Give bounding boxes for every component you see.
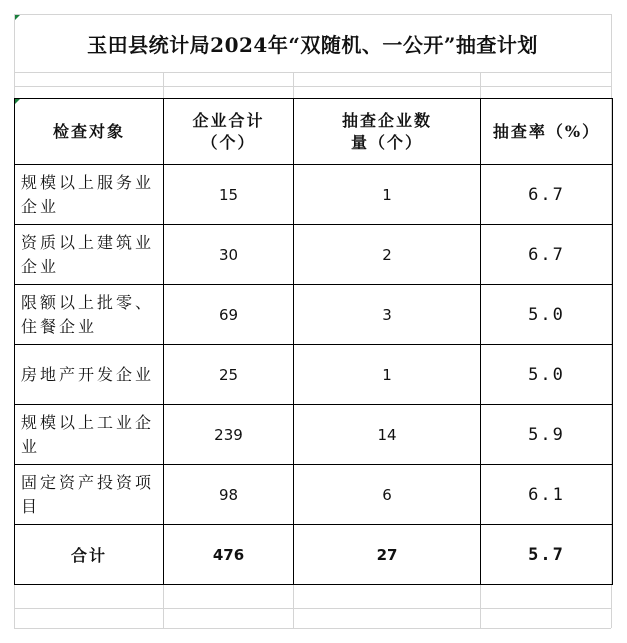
cell-total[interactable]: 98 xyxy=(164,465,294,525)
summary-rate[interactable]: 5.7 xyxy=(481,525,613,585)
gridline xyxy=(14,86,611,87)
table-row xyxy=(15,285,613,345)
cell-object[interactable]: 资质以上建筑业企业 xyxy=(15,225,164,285)
cell-sampled[interactable]: 14 xyxy=(294,405,481,465)
cell-total[interactable]: 239 xyxy=(164,405,294,465)
header-row xyxy=(15,99,613,165)
cell-object[interactable]: 限额以上批零、住餐企业 xyxy=(15,285,164,345)
cell-rate[interactable]: 6.7 xyxy=(481,165,613,225)
inspection-plan-table xyxy=(14,98,613,585)
cell-object[interactable]: 规模以上工业企业 xyxy=(15,405,164,465)
gridline xyxy=(480,584,481,628)
cell-object[interactable]: 固定资产投资项目 xyxy=(15,465,164,525)
cell-rate[interactable]: 5.0 xyxy=(481,285,613,345)
header-object[interactable]: 检查对象 xyxy=(15,99,164,165)
summary-label[interactable]: 合计 xyxy=(15,525,164,585)
table-row xyxy=(15,405,613,465)
sheet-title[interactable]: 玉田县统计局2024年“双随机、一公开”抽查计划 xyxy=(87,32,538,57)
table-row xyxy=(15,345,613,405)
summary-total[interactable]: 476 xyxy=(164,525,294,585)
cell-object[interactable]: 房地产开发企业 xyxy=(15,345,164,405)
gridline xyxy=(14,608,611,609)
cell-total[interactable]: 69 xyxy=(164,285,294,345)
cell-rate[interactable]: 6.1 xyxy=(481,465,613,525)
cell-sampled[interactable]: 2 xyxy=(294,225,481,285)
gridline xyxy=(293,72,294,98)
header-rate[interactable]: 抽查率（%） xyxy=(481,99,613,165)
cell-total[interactable]: 25 xyxy=(164,345,294,405)
cell-sampled[interactable]: 3 xyxy=(294,285,481,345)
cell-rate[interactable]: 5.9 xyxy=(481,405,613,465)
cell-total[interactable]: 30 xyxy=(164,225,294,285)
table-row xyxy=(15,165,613,225)
table-row xyxy=(15,225,613,285)
cell-object[interactable]: 规模以上服务业企业 xyxy=(15,165,164,225)
header-sampled[interactable]: 抽查企业数量（个） xyxy=(294,99,481,165)
gridline xyxy=(163,584,164,628)
cell-rate[interactable]: 6.7 xyxy=(481,225,613,285)
gridline xyxy=(163,72,164,98)
cell-sampled[interactable]: 1 xyxy=(294,345,481,405)
cell-total[interactable]: 15 xyxy=(164,165,294,225)
cell-sampled[interactable]: 6 xyxy=(294,465,481,525)
summary-sampled[interactable]: 27 xyxy=(294,525,481,585)
cell-rate[interactable]: 5.0 xyxy=(481,345,613,405)
gridline xyxy=(293,584,294,628)
gridline xyxy=(480,72,481,98)
header-total[interactable]: 企业合计（个） xyxy=(164,99,294,165)
summary-row xyxy=(15,525,613,585)
gridline xyxy=(14,628,611,629)
cell-sampled[interactable]: 1 xyxy=(294,165,481,225)
table-row xyxy=(15,465,613,525)
gridline xyxy=(14,72,611,73)
